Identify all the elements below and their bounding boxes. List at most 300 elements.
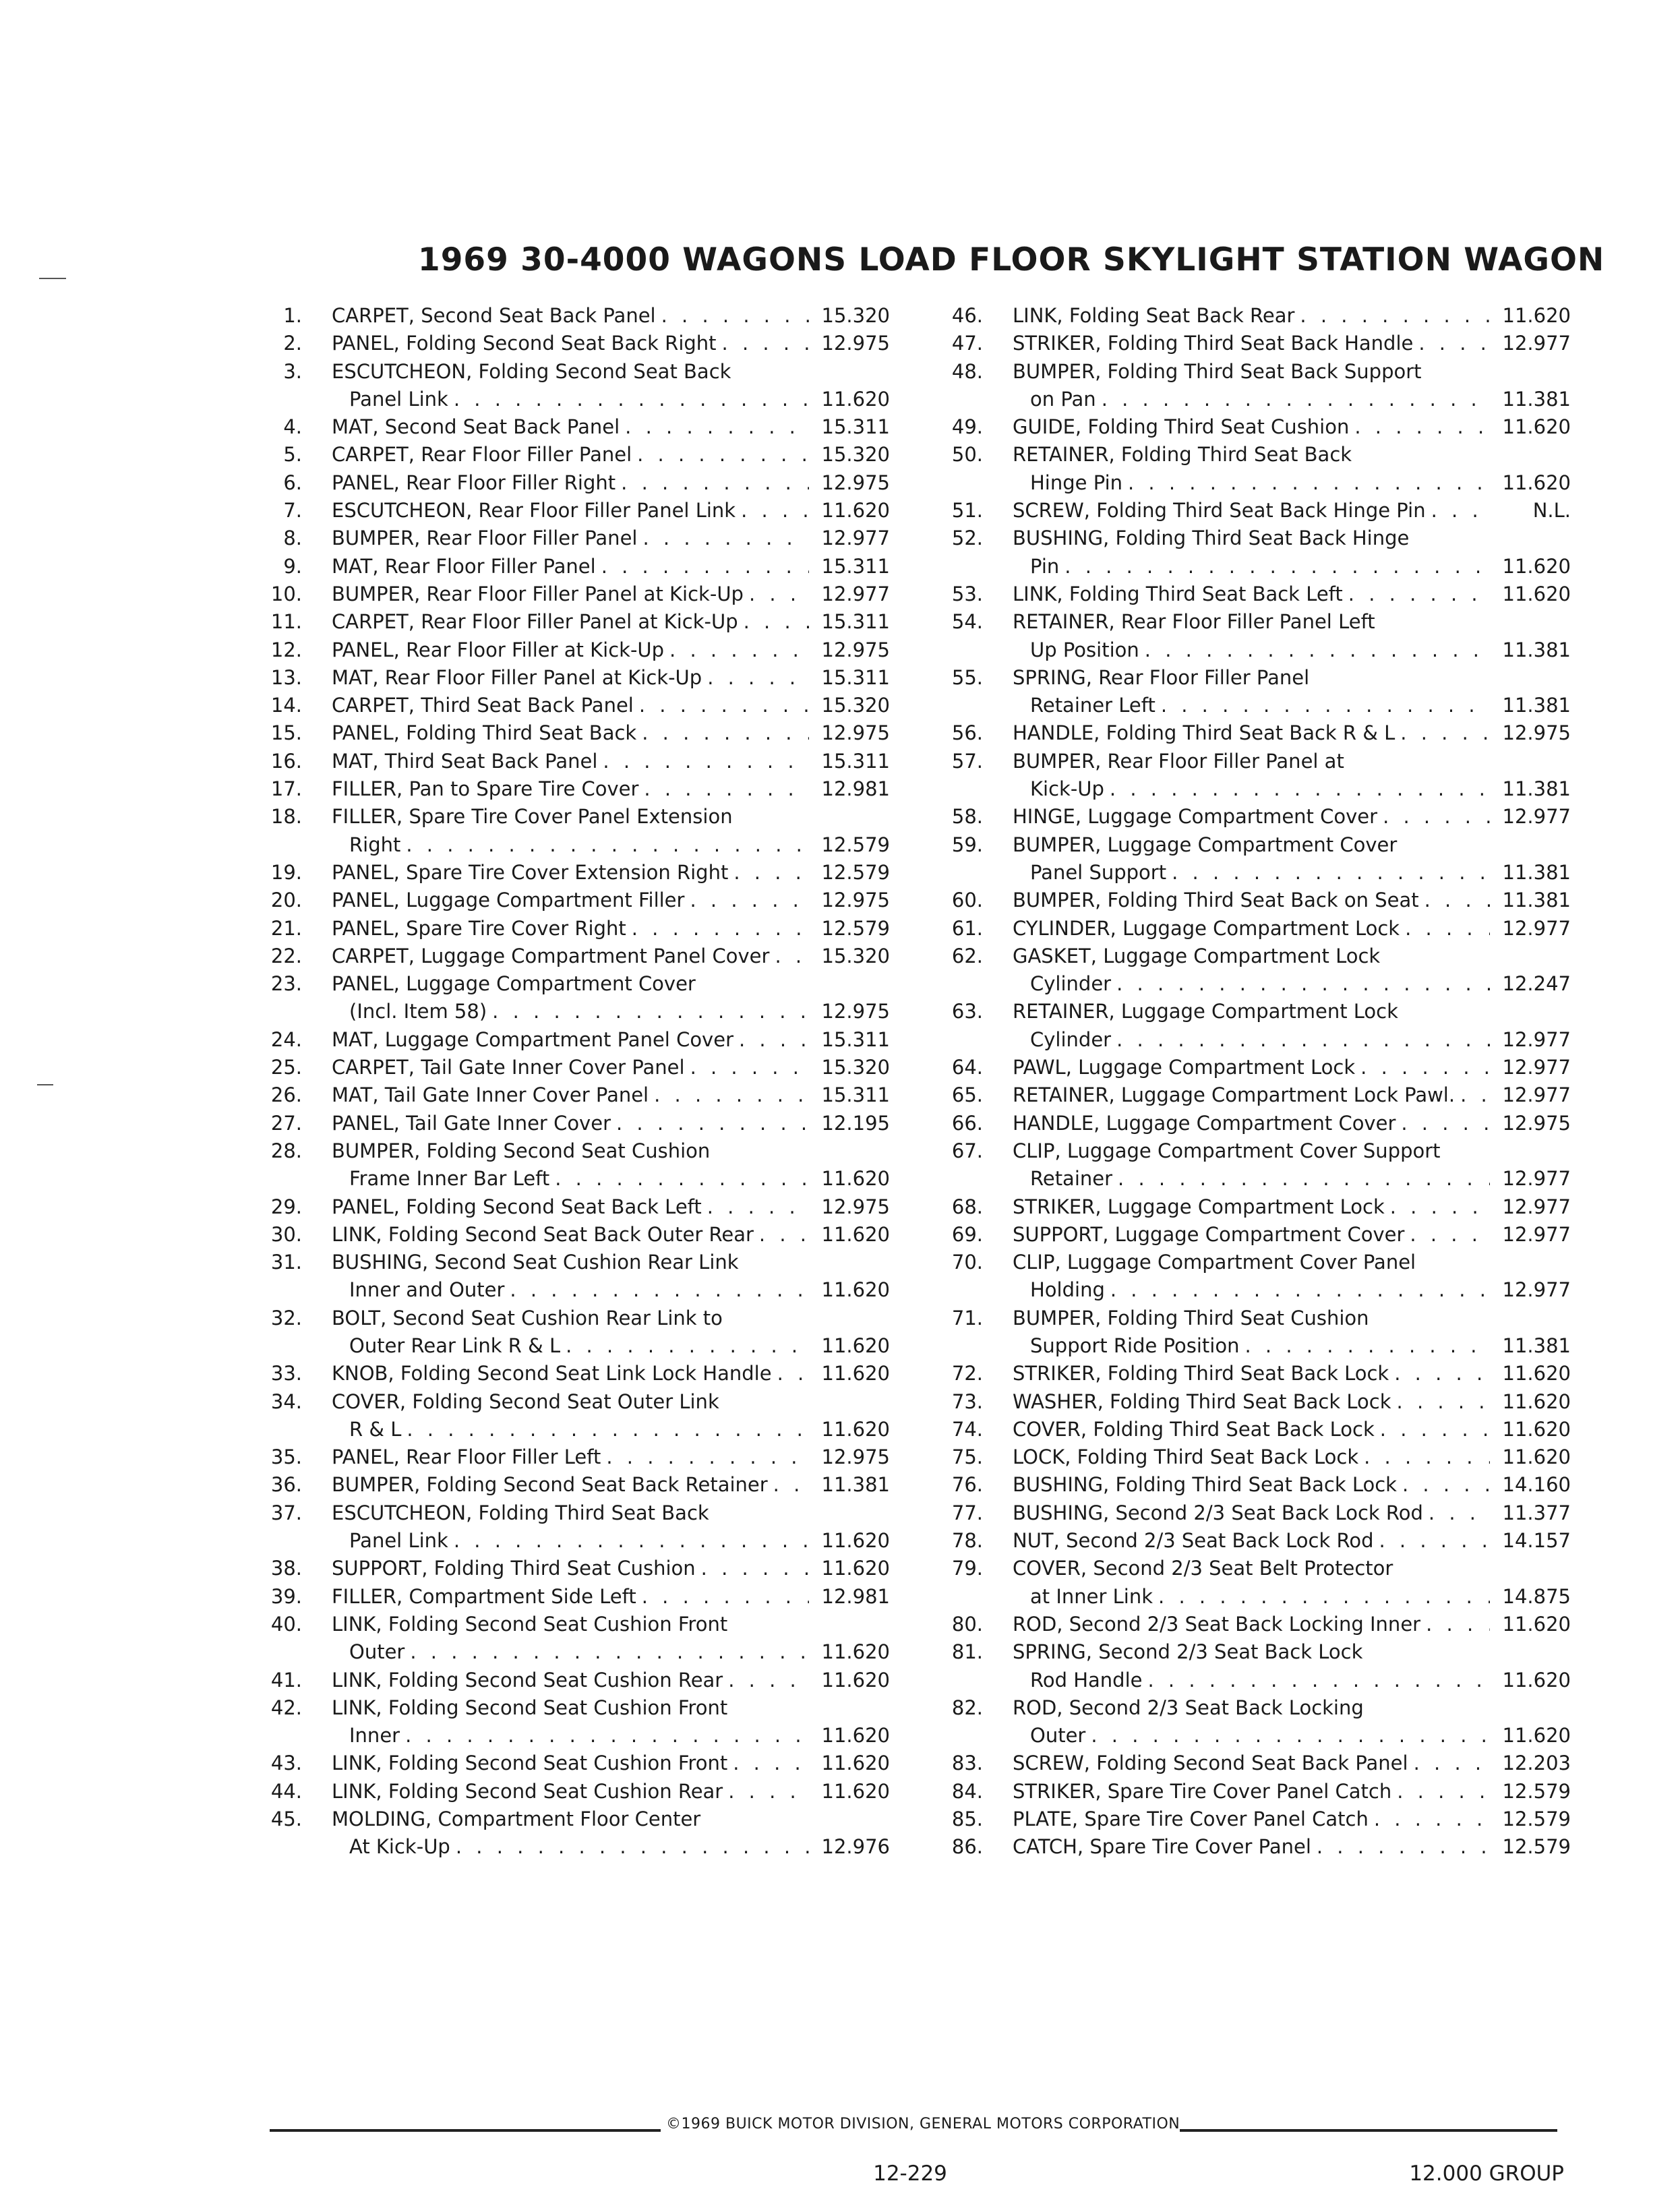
part-description: BUMPER, Folding Third Seat Cushion	[1013, 1306, 1369, 1330]
part-description: CATCH, Spare Tire Cover Panel	[1013, 1835, 1311, 1859]
item-number: 83.	[951, 1752, 983, 1775]
dot-leader	[1147, 1667, 1490, 1694]
item-number: 27.	[270, 1111, 302, 1135]
part-description: PANEL, Spare Tire Cover Extension Right	[332, 860, 729, 884]
parts-entry	[937, 413, 1571, 441]
dot-leader	[728, 1778, 809, 1805]
part-description: FILLER, Pan to Spare Tire Cover	[332, 777, 639, 801]
item-number: 8.	[283, 527, 302, 550]
dot-leader	[690, 887, 809, 914]
dot-leader	[1158, 1583, 1490, 1611]
dot-leader	[1379, 1527, 1490, 1555]
group-number: 12.579	[821, 833, 890, 856]
dot-leader	[1354, 413, 1490, 441]
dot-leader	[1397, 1778, 1490, 1805]
part-description: LOCK, Folding Third Seat Back Lock	[1013, 1445, 1359, 1469]
parts-entry	[937, 1388, 1571, 1416]
item-number: 75.	[951, 1445, 983, 1469]
parts-entry	[937, 1054, 1571, 1081]
item-number: 5.	[283, 443, 302, 467]
parts-entry	[937, 1416, 1571, 1443]
part-description-continued: Rod Handle	[1030, 1668, 1143, 1692]
part-description: STRIKER, Spare Tire Cover Panel Catch	[1013, 1779, 1392, 1803]
item-number: 86.	[951, 1835, 983, 1859]
part-description-continued: Outer Rear Link R & L	[349, 1334, 561, 1357]
part-description-continued: Kick-Up	[1030, 777, 1104, 801]
item-number: 55.	[951, 665, 983, 689]
dot-leader	[1424, 887, 1490, 914]
part-description: FILLER, Spare Tire Cover Panel Extension	[332, 805, 733, 829]
part-description-continued: Panel Support	[1030, 860, 1167, 884]
parts-entry	[256, 1443, 890, 1471]
part-description: BUSHING, Second Seat Cushion Rear Link	[332, 1251, 739, 1274]
item-number: 41.	[270, 1668, 302, 1692]
group-number: 12.977	[1502, 1278, 1571, 1302]
parts-entry	[256, 330, 890, 357]
parts-entry	[256, 1193, 890, 1221]
item-number: 24.	[270, 1027, 302, 1051]
part-description-continued: Outer	[1030, 1724, 1086, 1748]
item-number: 61.	[951, 916, 983, 940]
parts-entry	[256, 1471, 890, 1499]
part-description: LINK, Folding Second Seat Cushion Front	[332, 1612, 728, 1636]
part-description: MAT, Second Seat Back Panel	[332, 415, 620, 439]
group-number: 11.620	[1502, 415, 1571, 439]
part-description: CLIP, Luggage Compartment Cover Panel	[1013, 1251, 1416, 1274]
dot-leader	[1110, 775, 1490, 803]
group-number: 12.579	[1502, 1835, 1571, 1859]
group-number: 11.620	[1502, 1445, 1571, 1469]
parts-entry	[937, 1694, 1571, 1750]
group-number: 15.311	[821, 554, 890, 578]
item-number: 71.	[951, 1306, 983, 1330]
dot-leader	[1426, 1611, 1490, 1638]
item-number: 45.	[270, 1808, 302, 1831]
parts-entry	[256, 1667, 890, 1694]
parts-entry	[256, 1694, 890, 1750]
group-number: 12.977	[1502, 1056, 1571, 1079]
group-number: 15.311	[821, 1083, 890, 1107]
dot-leader	[405, 1722, 809, 1750]
item-number: 64.	[951, 1056, 983, 1079]
parts-entry	[937, 525, 1571, 580]
parts-entry	[937, 1305, 1571, 1361]
group-number: 11.620	[821, 387, 890, 411]
dot-leader	[1116, 1026, 1490, 1054]
part-description: MAT, Rear Floor Filler Panel	[332, 554, 596, 578]
part-description: MAT, Rear Floor Filler Panel at Kick-Up	[332, 665, 702, 689]
group-number: 12.975	[821, 1445, 890, 1469]
parts-entry	[937, 1249, 1571, 1305]
item-number: 39.	[270, 1584, 302, 1608]
item-number: 85.	[951, 1808, 983, 1831]
dot-leader	[654, 1081, 809, 1109]
part-description: SUPPORT, Folding Third Seat Cushion	[332, 1557, 696, 1580]
item-number: 35.	[270, 1445, 302, 1469]
part-description: CARPET, Rear Floor Filler Panel	[332, 443, 632, 467]
item-number: 20.	[270, 889, 302, 912]
parts-entry	[256, 497, 890, 525]
part-description: COVER, Second 2/3 Seat Belt Protector	[1013, 1557, 1393, 1580]
parts-entry	[256, 1778, 890, 1805]
group-number: 15.320	[821, 304, 890, 327]
group-number: 12.977	[821, 582, 890, 605]
parts-entry	[937, 580, 1571, 608]
dot-leader	[707, 664, 809, 692]
group-number: 11.620	[1502, 554, 1571, 578]
item-number: 84.	[951, 1779, 983, 1803]
dot-leader	[1400, 719, 1490, 747]
part-description: MAT, Third Seat Back Panel	[332, 749, 598, 773]
parts-entry	[937, 330, 1571, 357]
dot-leader	[1405, 915, 1490, 943]
part-description: PANEL, Luggage Compartment Cover	[332, 972, 696, 996]
group-number: 12.975	[821, 721, 890, 745]
parts-entry	[256, 692, 890, 719]
group-number: 11.620	[821, 1668, 890, 1692]
part-description: GASKET, Luggage Compartment Lock	[1013, 944, 1381, 967]
dot-leader	[669, 636, 809, 664]
group-number: 15.320	[821, 1056, 890, 1079]
dot-leader	[744, 608, 809, 636]
group-number: 12.977	[821, 527, 890, 550]
dot-leader	[601, 553, 809, 580]
group-number: 11.620	[1502, 1362, 1571, 1385]
part-description-continued: Panel Link	[349, 387, 448, 411]
dot-leader	[406, 831, 809, 859]
parts-entry	[256, 1583, 890, 1611]
group-number: 12.975	[821, 471, 890, 494]
parts-entry	[256, 664, 890, 692]
parts-entry	[937, 1778, 1571, 1805]
item-number: 73.	[951, 1390, 983, 1413]
parts-entry	[937, 915, 1571, 943]
dot-leader	[1390, 1193, 1490, 1221]
part-description: MOLDING, Compartment Floor Center	[332, 1808, 701, 1831]
dot-leader	[749, 580, 809, 608]
part-description-continued: Retainer Left	[1030, 694, 1156, 717]
group-number: 11.620	[821, 1417, 890, 1441]
part-description: CARPET, Tail Gate Inner Cover Panel	[332, 1056, 685, 1079]
part-description-continued: Outer	[349, 1640, 405, 1664]
part-description: PAWL, Luggage Compartment Lock	[1013, 1056, 1356, 1079]
parts-entry	[937, 1527, 1571, 1555]
part-description: CLIP, Luggage Compartment Cover Support	[1013, 1139, 1441, 1162]
part-description: PLATE, Spare Tire Cover Panel Catch	[1013, 1808, 1369, 1831]
part-description: LINK, Folding Seat Back Rear	[1013, 304, 1295, 327]
parts-entry	[937, 664, 1571, 720]
part-description: SUPPORT, Luggage Compartment Cover	[1013, 1222, 1405, 1246]
item-number: 78.	[951, 1529, 983, 1553]
parts-entry	[937, 748, 1571, 804]
part-description: PANEL, Rear Floor Filler Left	[332, 1445, 601, 1469]
dot-leader	[621, 469, 809, 497]
group-number: 12.195	[821, 1111, 890, 1135]
item-number: 36.	[270, 1473, 302, 1497]
dot-leader	[642, 719, 809, 747]
group-number: 11.381	[1502, 777, 1571, 801]
item-number: 46.	[951, 304, 983, 327]
parts-entry	[256, 1750, 890, 1777]
dot-leader	[1102, 386, 1490, 413]
part-description: LINK, Folding Second Seat Cushion Rear	[332, 1779, 723, 1803]
parts-list-right-column	[937, 302, 1571, 1861]
parts-entry	[256, 1221, 890, 1249]
parts-entry	[937, 1499, 1571, 1527]
part-description-continued: At Kick-Up	[349, 1835, 450, 1859]
dot-leader	[1383, 803, 1490, 831]
group-number: 11.381	[821, 1473, 890, 1497]
group-number: 11.620	[821, 1529, 890, 1553]
part-description: BOLT, Second Seat Cushion Rear Link to	[332, 1306, 723, 1330]
item-number: 56.	[951, 721, 983, 745]
group-number: 15.311	[821, 415, 890, 439]
parts-entry	[256, 636, 890, 664]
part-description: BUMPER, Folding Third Seat Back on Seat	[1013, 889, 1419, 912]
dot-leader	[606, 1443, 809, 1471]
item-number: 54.	[951, 610, 983, 634]
item-number: 16.	[270, 749, 302, 773]
group-number: 11.620	[1502, 1417, 1571, 1441]
part-description: RETAINER, Folding Third Seat Back	[1013, 443, 1352, 467]
group-number: 12.975	[1502, 721, 1571, 745]
item-number: 62.	[951, 944, 983, 967]
part-description: BUSHING, Folding Third Seat Back Lock	[1013, 1473, 1397, 1497]
part-description: BUMPER, Luggage Compartment Cover	[1013, 833, 1398, 856]
part-description-continued: Cylinder	[1030, 972, 1112, 996]
item-number: 4.	[283, 415, 302, 439]
group-number: 11.620	[821, 1167, 890, 1191]
dot-leader	[1172, 859, 1490, 887]
group-number: 14.875	[1502, 1584, 1571, 1608]
item-number: 30.	[270, 1222, 302, 1246]
part-description: BUSHING, Folding Third Seat Back Hinge	[1013, 527, 1410, 550]
part-description: PANEL, Rear Floor Filler at Kick-Up	[332, 638, 665, 661]
item-number: 67.	[951, 1139, 983, 1162]
item-number: 13.	[270, 665, 302, 689]
item-number: 38.	[270, 1557, 302, 1580]
parts-entry	[256, 469, 890, 497]
dot-leader	[642, 525, 809, 552]
group-number: 12.981	[821, 777, 890, 801]
part-description-continued: Frame Inner Bar Left	[349, 1167, 550, 1191]
dot-leader	[510, 1276, 809, 1304]
part-description-continued: Inner and Outer	[349, 1278, 505, 1302]
item-number: 74.	[951, 1417, 983, 1441]
group-number: 12.977	[1502, 805, 1571, 829]
dot-leader	[566, 1332, 809, 1360]
parts-entry	[937, 1443, 1571, 1471]
group-number: 11.381	[1502, 889, 1571, 912]
dot-leader	[454, 386, 809, 413]
dot-leader	[739, 1026, 809, 1054]
dot-leader	[1110, 1276, 1490, 1304]
dot-leader	[1116, 970, 1490, 998]
item-number: 34.	[270, 1390, 302, 1413]
item-number: 47.	[951, 332, 983, 355]
dot-leader	[642, 1583, 809, 1611]
group-number: 12.977	[1502, 1195, 1571, 1218]
item-number: 70.	[951, 1251, 983, 1274]
part-description: KNOB, Folding Second Seat Link Lock Handle	[332, 1362, 772, 1385]
part-description: ESCUTCHEON, Rear Floor Filler Panel Link	[332, 499, 736, 522]
part-description: STRIKER, Folding Third Seat Back Handle	[1013, 332, 1414, 355]
parts-entry	[937, 1221, 1571, 1249]
group-number: 12.975	[821, 638, 890, 661]
dot-leader	[690, 1054, 809, 1081]
dot-leader	[1300, 302, 1490, 330]
part-description: HANDLE, Luggage Compartment Cover	[1013, 1111, 1396, 1135]
group-number: 11.620	[821, 1222, 890, 1246]
dot-leader	[616, 1110, 809, 1137]
parts-entry	[937, 1137, 1571, 1193]
parts-entry	[937, 719, 1571, 747]
part-description-continued: Hinge Pin	[1030, 471, 1122, 494]
dot-leader	[632, 915, 809, 943]
dot-leader	[639, 692, 809, 719]
part-description: SCREW, Folding Third Seat Back Hinge Pin	[1013, 499, 1426, 522]
dot-leader	[1401, 1110, 1490, 1137]
part-description: CARPET, Second Seat Back Panel	[332, 304, 656, 327]
parts-entry	[256, 1249, 890, 1305]
dot-leader	[1410, 1221, 1490, 1249]
parts-entry	[256, 970, 890, 1026]
page-number: 12-229	[873, 2161, 947, 2186]
parts-entry	[256, 1360, 890, 1387]
part-description: BUMPER, Rear Floor Filler Panel	[332, 527, 638, 550]
group-number: 15.320	[821, 443, 890, 467]
part-description: RETAINER, Luggage Compartment Lock	[1013, 1000, 1398, 1023]
group-number: 11.381	[1502, 860, 1571, 884]
parts-entry	[937, 1805, 1571, 1833]
dot-leader	[603, 748, 809, 775]
part-description: BUMPER, Folding Third Seat Back Support	[1013, 359, 1422, 383]
part-description-continued: Holding	[1030, 1278, 1105, 1302]
group-number: 12.975	[1502, 1111, 1571, 1135]
parts-entry	[937, 998, 1571, 1054]
item-number: 51.	[951, 499, 983, 522]
footer-rule-right	[1180, 2129, 1557, 2132]
group-number: 11.620	[821, 1779, 890, 1803]
part-description: STRIKER, Folding Third Seat Back Lock	[1013, 1362, 1389, 1385]
item-number: 53.	[951, 582, 983, 605]
part-description: LINK, Folding Second Seat Cushion Rear	[332, 1668, 723, 1692]
part-description: BUMPER, Rear Floor Filler Panel at Kick-Up	[332, 582, 744, 605]
part-description: LINK, Folding Third Seat Back Left	[1013, 582, 1343, 605]
item-number: 72.	[951, 1362, 983, 1385]
part-description: CYLINDER, Luggage Compartment Lock	[1013, 916, 1400, 940]
dot-leader	[777, 1360, 809, 1387]
group-number: 11.620	[821, 1334, 890, 1357]
part-description: BUMPER, Folding Second Seat Cushion	[332, 1139, 711, 1162]
part-description: COVER, Folding Second Seat Outer Link	[332, 1390, 719, 1413]
group-number: 12.977	[1502, 1167, 1571, 1191]
dot-leader	[456, 1833, 809, 1861]
dot-leader	[701, 1555, 809, 1582]
dot-leader	[1244, 1332, 1490, 1360]
item-number: 12.	[270, 638, 302, 661]
group-number: 11.620	[821, 1724, 890, 1748]
item-number: 9.	[283, 554, 302, 578]
part-description: BUSHING, Second 2/3 Seat Back Lock Rod	[1013, 1501, 1423, 1524]
parts-entry	[256, 413, 890, 441]
part-description: CARPET, Third Seat Back Panel	[332, 694, 634, 717]
item-number: 10.	[270, 582, 302, 605]
parts-entry	[937, 497, 1571, 525]
parts-entry	[256, 775, 890, 803]
dot-leader	[407, 1416, 809, 1443]
dot-leader	[1317, 1833, 1490, 1861]
item-number: 49.	[951, 415, 983, 439]
dot-leader	[1374, 1805, 1490, 1833]
item-number: 60.	[951, 889, 983, 912]
item-number: 29.	[270, 1195, 302, 1218]
parts-entry	[256, 1388, 890, 1444]
dot-leader	[1348, 580, 1490, 608]
item-number: 68.	[951, 1195, 983, 1218]
parts-entry	[937, 1193, 1571, 1221]
group-number: 15.311	[821, 749, 890, 773]
group-number: 12.975	[821, 889, 890, 912]
item-number: 14.	[270, 694, 302, 717]
dot-leader	[707, 1193, 809, 1221]
parts-entry	[937, 1110, 1571, 1137]
item-number: 22.	[270, 944, 302, 967]
dot-leader	[775, 943, 809, 970]
dot-leader	[1364, 1443, 1490, 1471]
part-description: PANEL, Folding Second Seat Back Left	[332, 1195, 702, 1218]
group-number: 14.157	[1502, 1529, 1571, 1553]
parts-entry	[256, 1611, 890, 1667]
item-number: 58.	[951, 805, 983, 829]
dot-leader	[454, 1527, 809, 1555]
part-description: FILLER, Compartment Side Left	[332, 1584, 636, 1608]
part-description-continued: Panel Link	[349, 1529, 448, 1553]
group-number: 11.377	[1502, 1501, 1571, 1524]
part-description: PANEL, Folding Third Seat Back	[332, 721, 637, 745]
item-number: 18.	[270, 805, 302, 829]
group-number: 12.579	[821, 860, 890, 884]
item-number: 31.	[270, 1251, 302, 1274]
dot-leader	[1397, 1388, 1490, 1416]
group-number: 11.620	[821, 1752, 890, 1775]
part-description: SPRING, Rear Floor Filler Panel	[1013, 665, 1310, 689]
parts-entry	[256, 915, 890, 943]
part-description: SCREW, Folding Second Seat Back Panel	[1013, 1752, 1408, 1775]
group-number: N.L.	[1532, 499, 1571, 522]
item-number: 66.	[951, 1111, 983, 1135]
item-number: 25.	[270, 1056, 302, 1079]
part-description: LINK, Folding Second Seat Cushion Front	[332, 1752, 728, 1775]
dot-leader	[1360, 1054, 1490, 1081]
group-number: 11.620	[821, 1557, 890, 1580]
dot-leader	[625, 413, 809, 441]
item-number: 15.	[270, 721, 302, 745]
group-number: 11.620	[1502, 471, 1571, 494]
item-number: 28.	[270, 1139, 302, 1162]
item-number: 59.	[951, 833, 983, 856]
group-number: 11.381	[1502, 694, 1571, 717]
parts-entry	[256, 1805, 890, 1861]
dot-leader	[733, 859, 809, 887]
parts-entry	[937, 831, 1571, 887]
parts-entry	[256, 525, 890, 552]
parts-entry	[937, 887, 1571, 914]
item-number: 65.	[951, 1083, 983, 1107]
parts-entry	[937, 1471, 1571, 1499]
margin-mark	[39, 278, 66, 279]
parts-entry	[937, 1555, 1571, 1611]
